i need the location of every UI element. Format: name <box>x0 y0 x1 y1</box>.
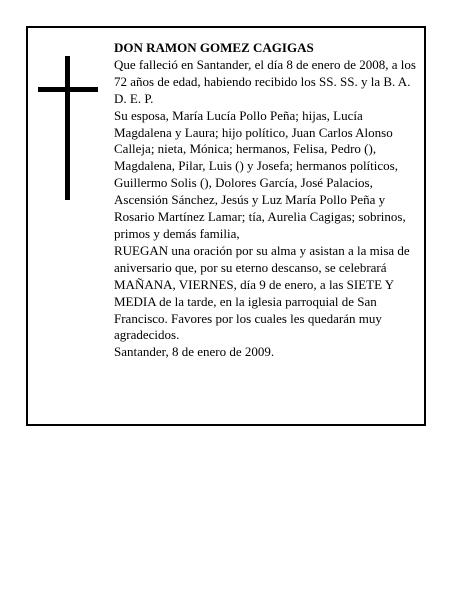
cross-icon <box>38 56 98 200</box>
cross-vertical-bar <box>65 56 70 200</box>
mass-request: RUEGAN una oración por su alma y asistan a la misa de aniversario que, por su eterno descanso, se celebrará MAÑANA, VIERNES, día 9 de enero, a las SIETE Y MEDIA de la tarde, en la iglesia parroquial de San Francisco. Favores por los cuales les quedarán muy agradecidos. <box>114 242 410 343</box>
death-statement: Que falleció en Santander, el día 8 de enero de 2008, a los 72 años de edad, habiendo recibido los SS. SS. y la B. A. <box>114 56 416 89</box>
notice-text <box>114 40 422 361</box>
family-list: Su esposa, María Lucía Pollo Peña; hijas, Lucía Magdalena y Laura; hijo político, Juan Carlos Alonso Calleja; nieta, Mónica; hermanos, Felisa, Pedro (), Magdalena, Pilar, Luis () y Josefa; hermanos políticos, Guillermo Solis (), Dolores García, José Palacios, Ascensión Sánchez, Jesús y Luz María Pollo Peña y Rosario Martínez Lamar; tía, Aurelia Cagigas; sobrinos, primos y demás familia, <box>114 107 406 241</box>
rip-line: D. E. P. <box>114 90 154 106</box>
place-date: Santander, 8 de enero de 2009. <box>114 344 275 360</box>
deceased-name: DON RAMON GOMEZ CAGIGAS <box>114 40 314 55</box>
obituary-notice <box>26 26 426 426</box>
cross-horizontal-bar <box>38 87 98 92</box>
